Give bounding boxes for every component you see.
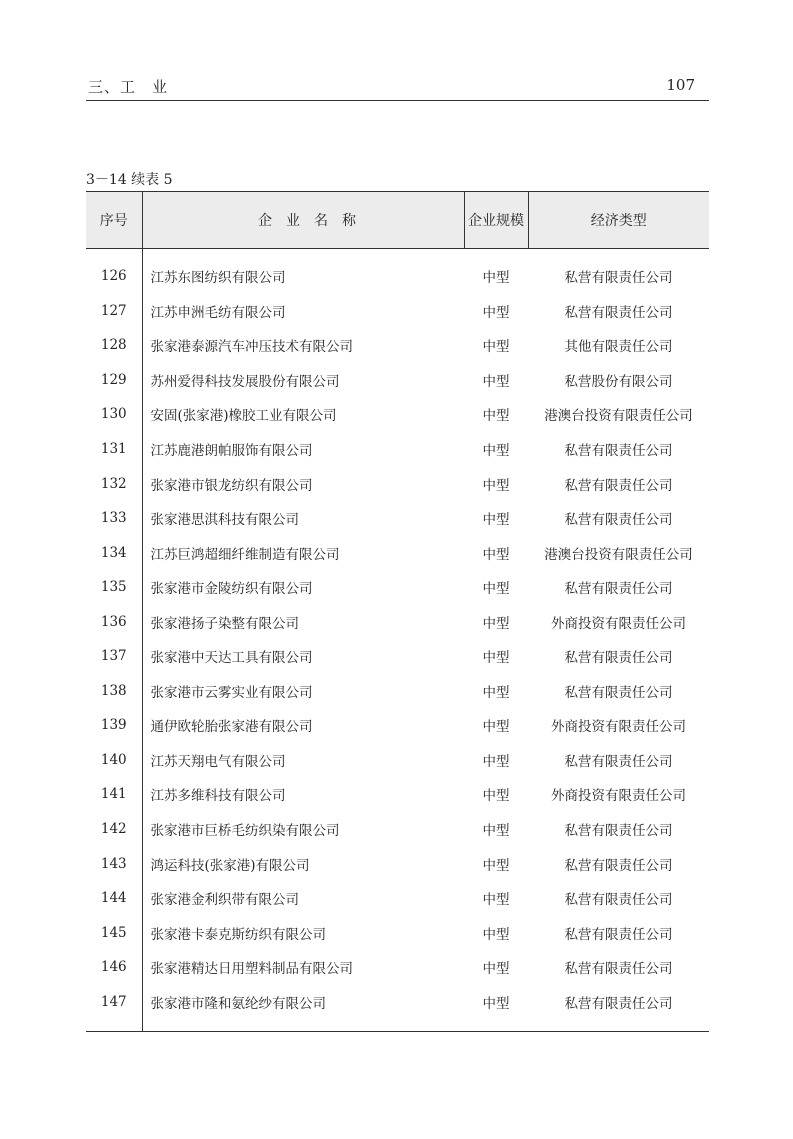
table-row [86, 777, 709, 812]
table-row [86, 743, 709, 778]
cell-scale: 中型 [482, 650, 510, 667]
cell-seq: 133 [86, 501, 142, 536]
cell-name: 安固(张家港)橡胶工业有限公司 [150, 408, 337, 425]
cell-scale: 中型 [482, 719, 510, 736]
cell-type: 私营有限责任公司 [564, 823, 673, 840]
table-row [86, 915, 709, 950]
cell-type: 港澳台投资有限责任公司 [544, 408, 693, 425]
table-row [86, 984, 709, 1031]
cell-name: 苏州爱得科技发展股份有限公司 [150, 373, 340, 390]
cell-name: 张家港卡泰克斯纺织有限公司 [150, 926, 326, 943]
page-number: 107 [666, 76, 695, 94]
cell-name: 张家港精达日用塑料制品有限公司 [150, 961, 353, 978]
chapter-title: 三、工 业 [88, 78, 169, 96]
cell-type: 私营有限责任公司 [528, 984, 709, 1031]
table-row [86, 639, 709, 674]
cell-seq: 142 [86, 812, 142, 847]
cell-name: 张家港金利织带有限公司 [150, 892, 299, 909]
table-row [86, 535, 709, 570]
cell-type: 私营有限责任公司 [564, 892, 673, 909]
cell-type: 私营有限责任公司 [564, 270, 673, 287]
cell-scale: 中型 [482, 546, 510, 563]
table-header [86, 192, 709, 249]
cell-name: 江苏申洲毛纺有限公司 [150, 304, 286, 321]
cell-type: 私营有限责任公司 [564, 477, 673, 494]
cell-type: 外商投资有限责任公司 [551, 615, 686, 632]
cell-seq: 126 [86, 249, 142, 294]
enterprise-table [86, 191, 709, 1032]
cell-scale: 中型 [464, 984, 528, 1031]
cell-name: 张家港泰源汽车冲压技术有限公司 [150, 339, 353, 356]
cell-type: 私营有限责任公司 [564, 926, 673, 943]
cell-type: 外商投资有限责任公司 [551, 788, 686, 805]
cell-seq: 127 [86, 294, 142, 329]
cell-type: 港澳台投资有限责任公司 [544, 546, 693, 563]
cell-scale: 中型 [482, 926, 510, 943]
cell-scale: 中型 [482, 823, 510, 840]
cell-name: 张家港市云雾实业有限公司 [150, 684, 313, 701]
table-row [86, 249, 709, 294]
cell-type: 私营有限责任公司 [564, 581, 673, 598]
header-rule [86, 100, 709, 101]
cell-seq: 147 [86, 984, 142, 1031]
cell-type: 私营有限责任公司 [564, 512, 673, 529]
cell-scale: 中型 [482, 892, 510, 909]
table-row [86, 397, 709, 432]
table-row [86, 501, 709, 536]
cell-name: 张家港市金陵纺织有限公司 [150, 581, 313, 598]
cell-type: 私营有限责任公司 [564, 684, 673, 701]
table-body [86, 249, 709, 1032]
cell-scale: 中型 [482, 615, 510, 632]
table-row [86, 328, 709, 363]
cell-seq: 144 [86, 881, 142, 916]
cell-type: 私营股份有限公司 [564, 373, 673, 390]
cell-name: 张家港市隆和氨纶纱有限公司 [142, 984, 464, 1031]
cell-seq: 137 [86, 639, 142, 674]
table-row [86, 881, 709, 916]
column-header-name-label: 企业名称 [258, 213, 370, 229]
cell-seq: 140 [86, 743, 142, 778]
cell-seq: 128 [86, 328, 142, 363]
table-row [86, 604, 709, 639]
column-header-seq: 序号 [86, 192, 142, 249]
cell-scale: 中型 [482, 408, 510, 425]
table-row [86, 812, 709, 847]
table-caption: 3－14 续表 5 [86, 172, 173, 188]
table-row [86, 846, 709, 881]
cell-type: 其他有限责任公司 [564, 339, 673, 356]
cell-scale: 中型 [482, 339, 510, 356]
cell-scale: 中型 [482, 304, 510, 321]
table-row [86, 466, 709, 501]
column-header-type: 经济类型 [528, 192, 709, 249]
cell-scale: 中型 [482, 857, 510, 874]
cell-type: 外商投资有限责任公司 [551, 719, 686, 736]
cell-seq: 135 [86, 570, 142, 605]
cell-name: 张家港扬子染整有限公司 [150, 615, 299, 632]
cell-seq: 136 [86, 604, 142, 639]
cell-scale: 中型 [482, 443, 510, 459]
cell-seq: 138 [86, 674, 142, 709]
cell-seq: 130 [86, 397, 142, 432]
cell-scale: 中型 [482, 477, 510, 494]
cell-name: 江苏天翔电气有限公司 [150, 753, 286, 770]
cell-name: 通伊欧轮胎张家港有限公司 [150, 719, 313, 736]
cell-seq: 129 [86, 363, 142, 398]
cell-name: 张家港市银龙纺织有限公司 [150, 477, 313, 494]
cell-seq: 141 [86, 777, 142, 812]
column-header-scale: 企业规模 [464, 192, 528, 249]
cell-scale: 中型 [482, 270, 510, 287]
cell-scale: 中型 [482, 753, 510, 770]
cell-seq: 132 [86, 466, 142, 501]
table-row [86, 363, 709, 398]
table-row [86, 570, 709, 605]
cell-type: 私营有限责任公司 [564, 443, 673, 459]
cell-name: 鸿运科技(张家港)有限公司 [150, 857, 310, 874]
cell-type: 私营有限责任公司 [564, 304, 673, 321]
cell-scale: 中型 [482, 684, 510, 701]
cell-name: 张家港市巨桥毛纺织染有限公司 [150, 823, 340, 840]
cell-scale: 中型 [482, 373, 510, 390]
cell-name: 张家港中天达工具有限公司 [150, 650, 313, 667]
cell-name: 张家港思淇科技有限公司 [150, 512, 299, 529]
table-row [86, 950, 709, 985]
cell-seq: 131 [86, 432, 142, 467]
cell-seq: 134 [86, 535, 142, 570]
table-row [86, 674, 709, 709]
cell-type: 私营有限责任公司 [564, 753, 673, 770]
cell-scale: 中型 [482, 961, 510, 978]
cell-name: 江苏鹿港朗帕服饰有限公司 [150, 443, 313, 459]
column-header-name [142, 192, 464, 249]
cell-scale: 中型 [482, 581, 510, 598]
cell-seq: 145 [86, 915, 142, 950]
page-header [86, 76, 709, 98]
table-row [86, 708, 709, 743]
cell-scale: 中型 [482, 512, 510, 529]
cell-seq: 143 [86, 846, 142, 881]
table-row [86, 432, 709, 467]
cell-name: 江苏多维科技有限公司 [150, 788, 286, 805]
cell-type: 私营有限责任公司 [564, 650, 673, 667]
cell-type: 私营有限责任公司 [564, 961, 673, 978]
cell-seq: 139 [86, 708, 142, 743]
cell-scale: 中型 [482, 788, 510, 805]
cell-type: 私营有限责任公司 [564, 857, 673, 874]
cell-seq: 146 [86, 950, 142, 985]
cell-name: 江苏巨鸿超细纤维制造有限公司 [150, 546, 340, 563]
table-row [86, 294, 709, 329]
cell-name: 江苏东图纺织有限公司 [150, 270, 286, 287]
